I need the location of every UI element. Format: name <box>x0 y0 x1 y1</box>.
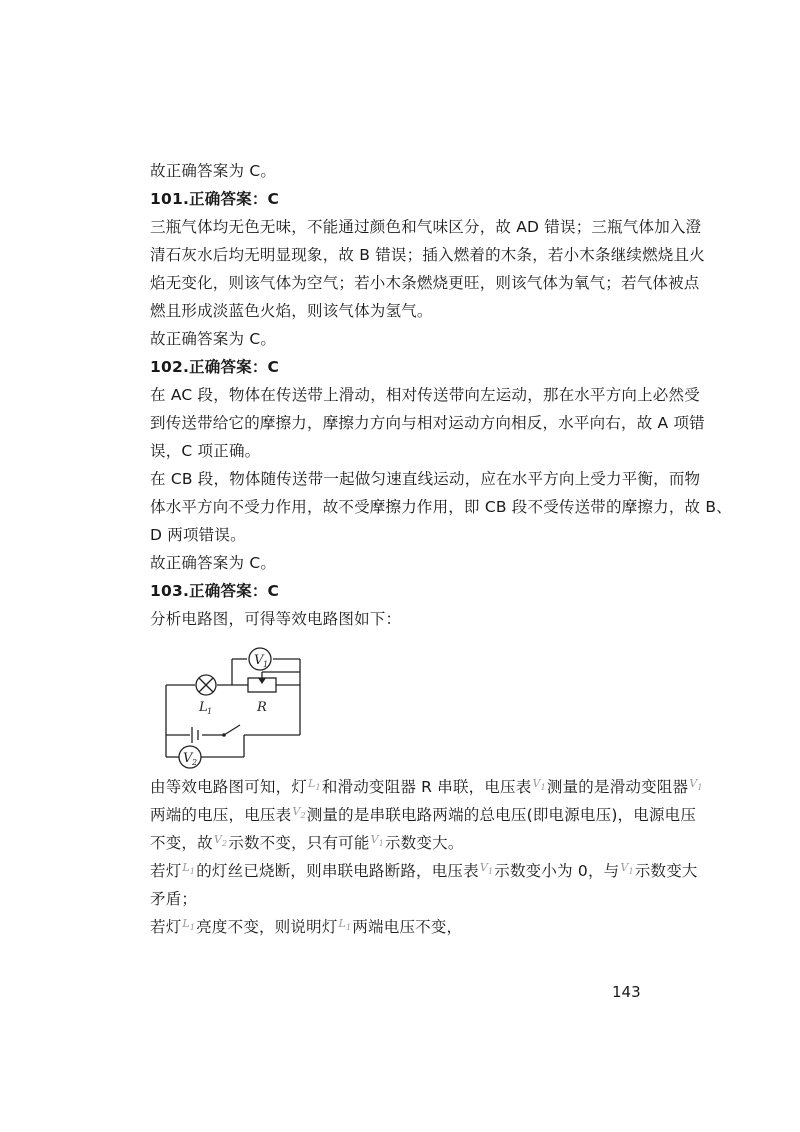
variable-l1: L1 <box>182 917 196 933</box>
v2-subscript: 2 <box>192 758 198 767</box>
answer-text-block <box>150 157 732 941</box>
variable-v1: V1 <box>479 861 494 877</box>
variable-v1: V1 <box>620 861 634 877</box>
lamp-label: L <box>199 700 208 715</box>
answer-heading-102: 102.正确答案：C <box>150 358 280 376</box>
conclusion-line: 故正确答案为 C。 <box>150 162 277 180</box>
variable-v2: V2 <box>213 833 228 849</box>
resistor-label: R <box>257 700 267 715</box>
page-number: 143 <box>612 983 641 1001</box>
answer-heading-103: 103.正确答案：C <box>150 582 280 600</box>
text-line: 在 AC 段，物体在传送带上滑动，相对传送带向左运动，那在水平方向上必然受 <box>150 386 700 404</box>
variable-v2: V2 <box>292 805 306 821</box>
text-line: 若灯$^{L_1}$的灯丝已烧断，则串联电路断路，电压表$^{V_1}$示数变小为 0，与$^{V_1}$示数变大 <box>150 861 698 880</box>
answer-heading-101: 101.正确答案：C <box>150 190 280 208</box>
text-line: 矛盾； <box>150 890 198 908</box>
conclusion-line: 故正确答案为 C。 <box>150 330 277 348</box>
text-line: 若灯$^{L_1}$亮度不变，则说明灯$^{L_1}$两端电压不变， <box>150 917 463 936</box>
text-line: D 两项错误。 <box>150 526 246 544</box>
variable-l1: L1 <box>338 917 352 933</box>
variable-l1: L1 <box>182 861 196 877</box>
v2-label: V <box>183 751 193 766</box>
conclusion-line: 故正确答案为 C。 <box>150 554 277 572</box>
text-line: 由等效电路图可知，灯$^{L_1}$和滑动变阻器 R 串联，电压表$^{V_1}$测量的是滑动变阻器$^{V_1}$ <box>150 777 703 796</box>
text-line: 焰无变化，则该气体为空气；若小木条燃烧更旺，则该气体为氧气；若气体被点 <box>150 274 700 292</box>
variable-v1: V1 <box>689 777 703 793</box>
text-line: 到传送带给它的摩擦力，摩擦力方向与相对运动方向相反，水平向右，故 A 项错 <box>150 414 705 432</box>
text-line: 误，C 项正确。 <box>150 442 261 460</box>
equivalent-circuit-diagram <box>162 639 312 769</box>
text-line: 两端的电压，电压表$^{V_2}$测量的是串联电路两端的总电压(即电源电压)，电源电压 <box>150 805 697 824</box>
text-line: 燃且形成淡蓝色火焰，则该气体为氢气。 <box>150 302 433 320</box>
v1-label: V <box>254 653 264 668</box>
text-line: 清石灰水后均无明显现象，故 B 错误；插入燃着的木条，若小木条继续燃烧且火 <box>150 246 705 264</box>
text-line: 体水平方向不受力作用，故不受摩擦力作用，即 CB 段不受传送带的摩擦力，故 B、 <box>150 498 732 516</box>
text-line: 三瓶气体均无色无味，不能通过颜色和气味区分，故 AD 错误；三瓶气体加入澄 <box>150 218 702 236</box>
variable-v1: V1 <box>532 777 546 793</box>
text-line: 不变，故$^{V_2}$示数不变，只有可能$^{V_1}$示数变大。 <box>150 833 464 852</box>
v1-subscript: 1 <box>263 660 269 669</box>
lamp-subscript: 1 <box>207 707 213 716</box>
variable-l1: L1 <box>308 777 321 793</box>
variable-v1: V1 <box>370 833 385 849</box>
text-line: 分析电路图，可得等效电路图如下： <box>150 610 402 628</box>
text-line: 在 CB 段，物体随传送带一起做匀速直线运动，应在水平方向上受力平衡，而物 <box>150 470 701 488</box>
